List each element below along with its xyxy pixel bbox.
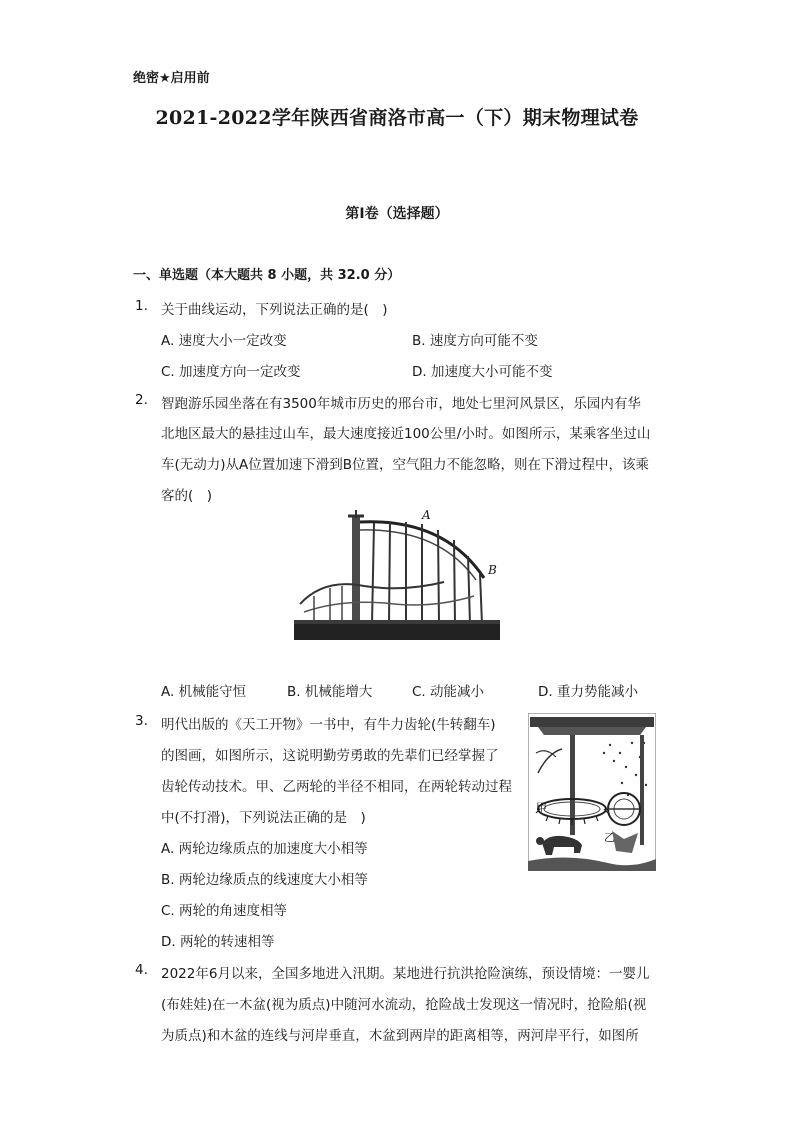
gear-figure — [528, 713, 656, 871]
q2-line-1: 智跑游乐园坐落在有3500年城市历史的邢台市，地处七里河风景区，乐园内有华 — [161, 396, 641, 412]
q2-option-c: C. 动能减小 — [412, 684, 485, 700]
part-heading: 一、单选题（本大题共 8 小题，共 32.0 分） — [133, 268, 401, 283]
q3-option-a: A. 两轮边缘质点的加速度大小相等 — [161, 841, 368, 857]
q3-option-c: C. 两轮的角速度相等 — [161, 903, 288, 919]
point-a-label: A — [422, 508, 431, 522]
q3-line-2: 的图画，如图所示，这说明勤劳勇敢的先辈们已经掌握了 — [161, 748, 499, 764]
q4-number: 4. — [135, 962, 148, 978]
roller-coaster-figure — [294, 508, 500, 640]
q3-option-b: B. 两轮边缘质点的线速度大小相等 — [161, 872, 368, 888]
q1-option-b: B. 速度方向可能不变 — [412, 333, 538, 349]
q1-option-a: A. 速度大小一定改变 — [161, 333, 287, 349]
q2-line-4: 客的( ) — [161, 488, 213, 504]
gear-jia-label: 甲 — [536, 801, 547, 814]
point-b-label: B — [488, 563, 497, 577]
q1-stem: 关于曲线运动，下列说法正确的是( ) — [161, 302, 388, 318]
q3-number: 3. — [135, 713, 148, 729]
section-title: 第I卷（选择题） — [345, 206, 449, 222]
q3-line-3: 齿轮传动技术。甲、乙两轮的半径不相同，在两轮转动过程 — [161, 779, 512, 795]
q2-option-a: A. 机械能守恒 — [161, 684, 247, 700]
gear-yi-label: 乙 — [604, 831, 615, 844]
secret-label: 绝密★启用前 — [133, 71, 210, 86]
q4-line-3: 为质点)和木盆的连线与河岸垂直，木盆到两岸的距离相等，两河岸平行，如图所 — [161, 1028, 639, 1044]
q4-line-2: (布娃娃)在一木盆(视为质点)中随河水流动，抢险战士发现这一情况时，抢险船(视 — [161, 997, 647, 1013]
q1-option-c: C. 加速度方向一定改变 — [161, 364, 301, 380]
q2-line-2: 北地区最大的悬挂过山车，最大速度接近100公里/小时。如图所示，某乘客坐过山 — [161, 426, 651, 442]
q2-option-d: D. 重力势能减小 — [538, 684, 638, 700]
q1-number: 1. — [135, 298, 148, 314]
q3-line-4: 中(不打滑)，下列说法正确的是 ) — [161, 810, 366, 826]
page-title: 2021-2022学年陕西省商洛市高一（下）期末物理试卷 — [155, 107, 639, 129]
q2-number: 2. — [135, 392, 148, 408]
q4-line-1: 2022年6月以来，全国多地进入汛期。某地进行抗洪抢险演练，预设情境：一婴儿 — [161, 966, 650, 982]
q1-option-d: D. 加速度大小可能不变 — [412, 364, 553, 380]
q3-line-1: 明代出版的《天工开物》一书中，有牛力齿轮(牛转翻车) — [161, 717, 496, 733]
q3-option-d: D. 两轮的转速相等 — [161, 934, 275, 950]
q2-line-3: 车(无动力)从A位置加速下滑到B位置，空气阻力不能忽略，则在下滑过程中，该乘 — [161, 457, 650, 473]
q2-option-b: B. 机械能增大 — [287, 684, 373, 700]
